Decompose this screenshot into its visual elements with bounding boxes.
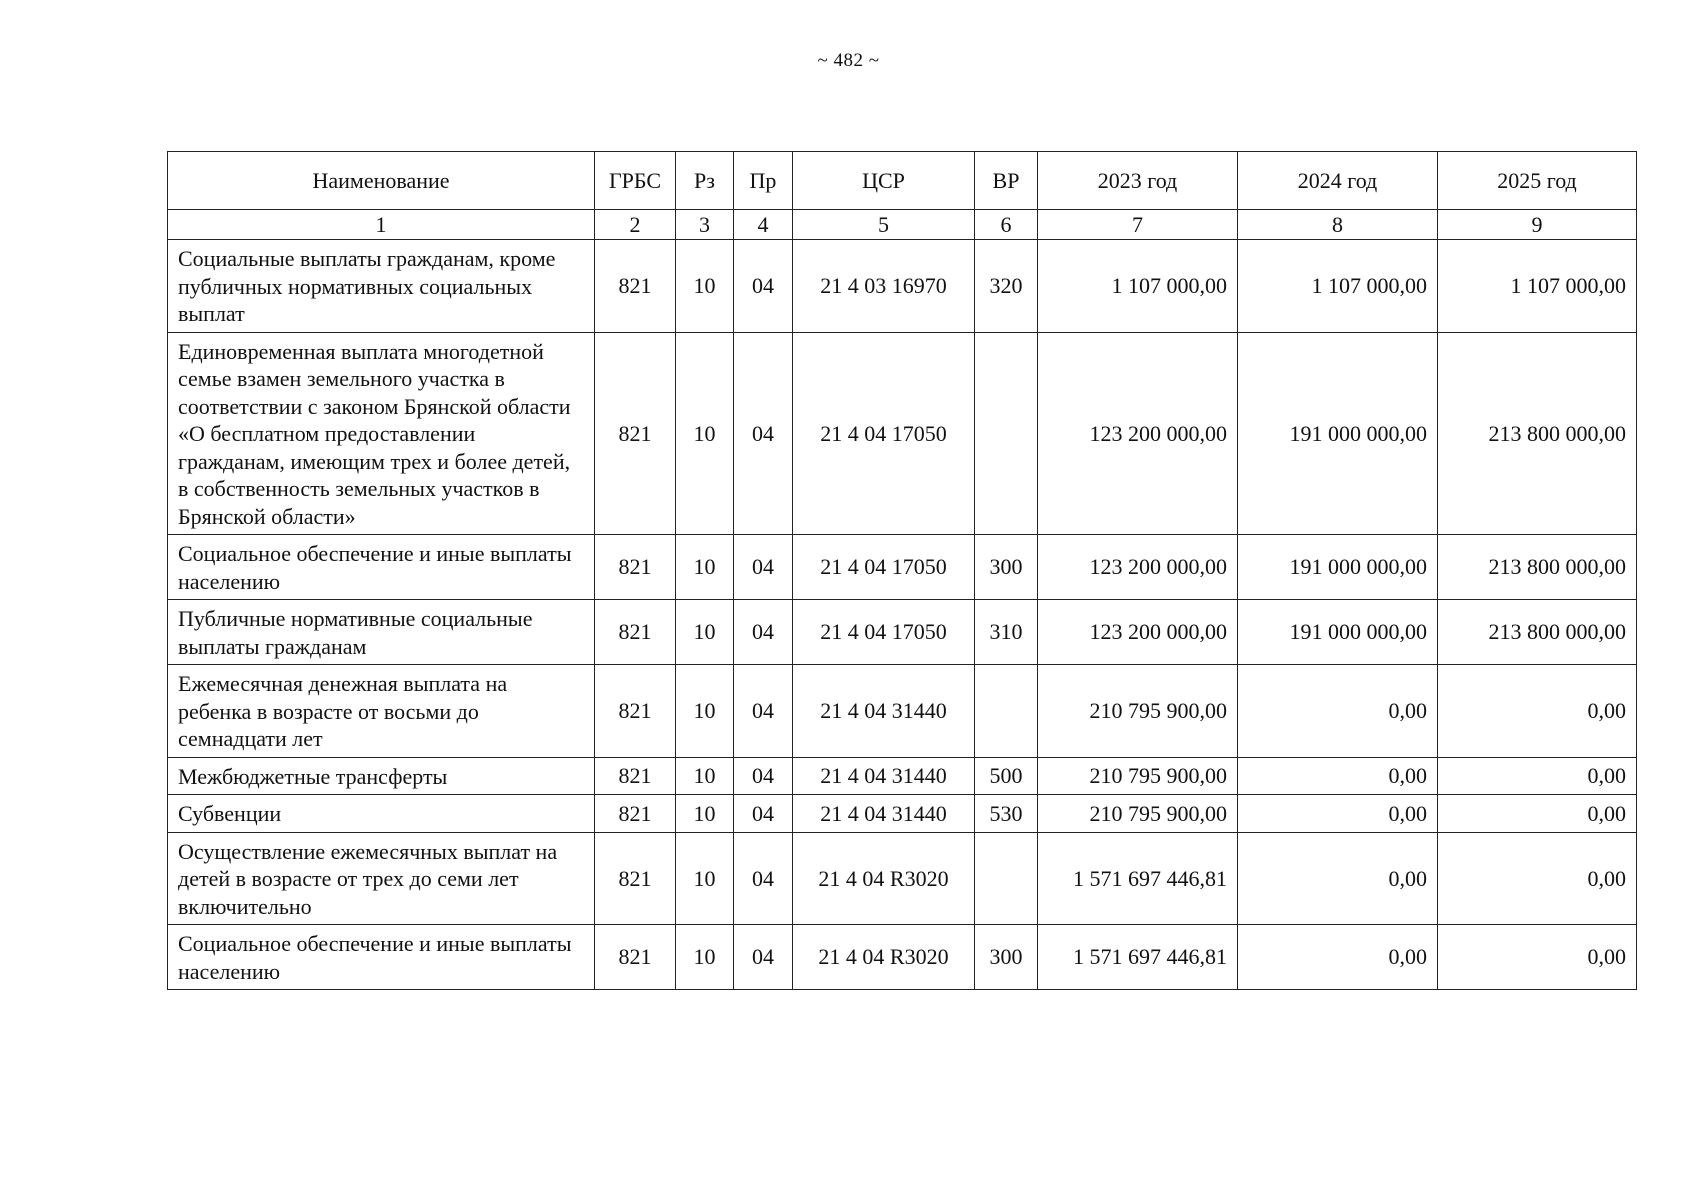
row-rz: 10 — [676, 535, 734, 600]
row-amount-2025: 0,00 — [1438, 795, 1637, 833]
row-csr: 21 4 04 R3020 — [793, 832, 975, 925]
column-header-pr: Пр — [734, 152, 793, 210]
row-pr: 04 — [734, 665, 793, 758]
column-header-csr: ЦСР — [793, 152, 975, 210]
row-vr: 300 — [975, 925, 1038, 990]
row-pr: 04 — [734, 795, 793, 833]
row-vr: 500 — [975, 757, 1038, 795]
row-name: Ежемесячная денежная выплата на ребенка в возрасте от восьми до семнадцати лет — [168, 665, 595, 758]
row-name: Публичные нормативные социальные выплаты гражданам — [168, 600, 595, 665]
column-number: 1 — [168, 210, 595, 240]
column-number: 7 — [1038, 210, 1238, 240]
row-grbs: 821 — [595, 665, 676, 758]
row-grbs: 821 — [595, 925, 676, 990]
row-pr: 04 — [734, 600, 793, 665]
row-amount-2024: 191 000 000,00 — [1238, 600, 1438, 665]
row-rz: 10 — [676, 757, 734, 795]
row-amount-2023: 210 795 900,00 — [1038, 795, 1238, 833]
row-amount-2024: 1 107 000,00 — [1238, 240, 1438, 333]
page-number: ~ 482 ~ — [817, 50, 880, 71]
row-vr: 530 — [975, 795, 1038, 833]
row-amount-2023: 210 795 900,00 — [1038, 665, 1238, 758]
row-amount-2025: 213 800 000,00 — [1438, 600, 1637, 665]
row-rz: 10 — [676, 665, 734, 758]
row-pr: 04 — [734, 240, 793, 333]
table-row — [168, 535, 1637, 600]
row-vr: 310 — [975, 600, 1038, 665]
column-header-rz: Рз — [676, 152, 734, 210]
row-csr: 21 4 04 17050 — [793, 535, 975, 600]
row-pr: 04 — [734, 332, 793, 535]
table-row — [168, 665, 1637, 758]
row-pr: 04 — [734, 757, 793, 795]
row-pr: 04 — [734, 535, 793, 600]
table-row — [168, 795, 1637, 833]
row-amount-2025: 0,00 — [1438, 832, 1637, 925]
row-amount-2024: 0,00 — [1238, 665, 1438, 758]
column-header-name: Наименование — [168, 152, 595, 210]
row-name: Межбюджетные трансферты — [168, 757, 595, 795]
row-amount-2024: 0,00 — [1238, 795, 1438, 833]
column-header-2025: 2025 год — [1438, 152, 1637, 210]
row-csr: 21 4 04 R3020 — [793, 925, 975, 990]
row-amount-2023: 123 200 000,00 — [1038, 332, 1238, 535]
row-amount-2025: 213 800 000,00 — [1438, 535, 1637, 600]
row-amount-2023: 123 200 000,00 — [1038, 600, 1238, 665]
row-amount-2023: 1 571 697 446,81 — [1038, 832, 1238, 925]
row-name: Единовременная выплата многодетной семье взамен земельного участка в соответствии с законом Брянской области «О бесплатном предоставлении гражданам, имеющим трех и более детей, в собственность земельных участков в Брянской области» — [168, 332, 595, 535]
column-number: 9 — [1438, 210, 1637, 240]
row-amount-2025: 0,00 — [1438, 757, 1637, 795]
row-amount-2023: 123 200 000,00 — [1038, 535, 1238, 600]
row-csr: 21 4 04 31440 — [793, 665, 975, 758]
row-amount-2023: 1 571 697 446,81 — [1038, 925, 1238, 990]
table-row — [168, 832, 1637, 925]
row-csr: 21 4 03 16970 — [793, 240, 975, 333]
row-grbs: 821 — [595, 535, 676, 600]
column-number: 6 — [975, 210, 1038, 240]
row-amount-2024: 191 000 000,00 — [1238, 535, 1438, 600]
row-amount-2025: 213 800 000,00 — [1438, 332, 1637, 535]
row-amount-2023: 1 107 000,00 — [1038, 240, 1238, 333]
row-rz: 10 — [676, 795, 734, 833]
column-number: 3 — [676, 210, 734, 240]
row-vr — [975, 332, 1038, 535]
row-grbs: 821 — [595, 757, 676, 795]
row-amount-2025: 0,00 — [1438, 665, 1637, 758]
row-pr: 04 — [734, 925, 793, 990]
row-rz: 10 — [676, 925, 734, 990]
column-number: 2 — [595, 210, 676, 240]
row-vr — [975, 832, 1038, 925]
row-rz: 10 — [676, 240, 734, 333]
row-csr: 21 4 04 17050 — [793, 600, 975, 665]
row-rz: 10 — [676, 600, 734, 665]
row-name: Социальное обеспечение и иные выплаты населению — [168, 535, 595, 600]
table-row — [168, 757, 1637, 795]
row-grbs: 821 — [595, 240, 676, 333]
column-header-vr: ВР — [975, 152, 1038, 210]
row-csr: 21 4 04 31440 — [793, 757, 975, 795]
table-row — [168, 925, 1637, 990]
row-pr: 04 — [734, 832, 793, 925]
row-amount-2024: 191 000 000,00 — [1238, 332, 1438, 535]
row-vr — [975, 665, 1038, 758]
row-name: Социальные выплаты гражданам, кроме публичных нормативных социальных выплат — [168, 240, 595, 333]
row-name: Субвенции — [168, 795, 595, 833]
row-grbs: 821 — [595, 600, 676, 665]
row-csr: 21 4 04 17050 — [793, 332, 975, 535]
column-number: 5 — [793, 210, 975, 240]
row-amount-2024: 0,00 — [1238, 757, 1438, 795]
row-name: Социальное обеспечение и иные выплаты населению — [168, 925, 595, 990]
column-header-2023: 2023 год — [1038, 152, 1238, 210]
row-vr: 320 — [975, 240, 1038, 333]
row-name: Осуществление ежемесячных выплат на детей в возрасте от трех до семи лет включительно — [168, 832, 595, 925]
header-row — [168, 152, 1637, 210]
column-header-2024: 2024 год — [1238, 152, 1438, 210]
row-rz: 10 — [676, 832, 734, 925]
row-amount-2024: 0,00 — [1238, 925, 1438, 990]
row-rz: 10 — [676, 332, 734, 535]
table-row — [168, 332, 1637, 535]
row-amount-2025: 1 107 000,00 — [1438, 240, 1637, 333]
column-number: 8 — [1238, 210, 1438, 240]
row-vr: 300 — [975, 535, 1038, 600]
table-row — [168, 600, 1637, 665]
row-grbs: 821 — [595, 832, 676, 925]
column-number-row — [168, 210, 1637, 240]
column-number: 4 — [734, 210, 793, 240]
row-csr: 21 4 04 31440 — [793, 795, 975, 833]
row-amount-2025: 0,00 — [1438, 925, 1637, 990]
table-row — [168, 240, 1637, 333]
row-amount-2024: 0,00 — [1238, 832, 1438, 925]
budget-table — [167, 151, 1637, 990]
row-amount-2023: 210 795 900,00 — [1038, 757, 1238, 795]
column-header-grbs: ГРБС — [595, 152, 676, 210]
row-grbs: 821 — [595, 795, 676, 833]
row-grbs: 821 — [595, 332, 676, 535]
